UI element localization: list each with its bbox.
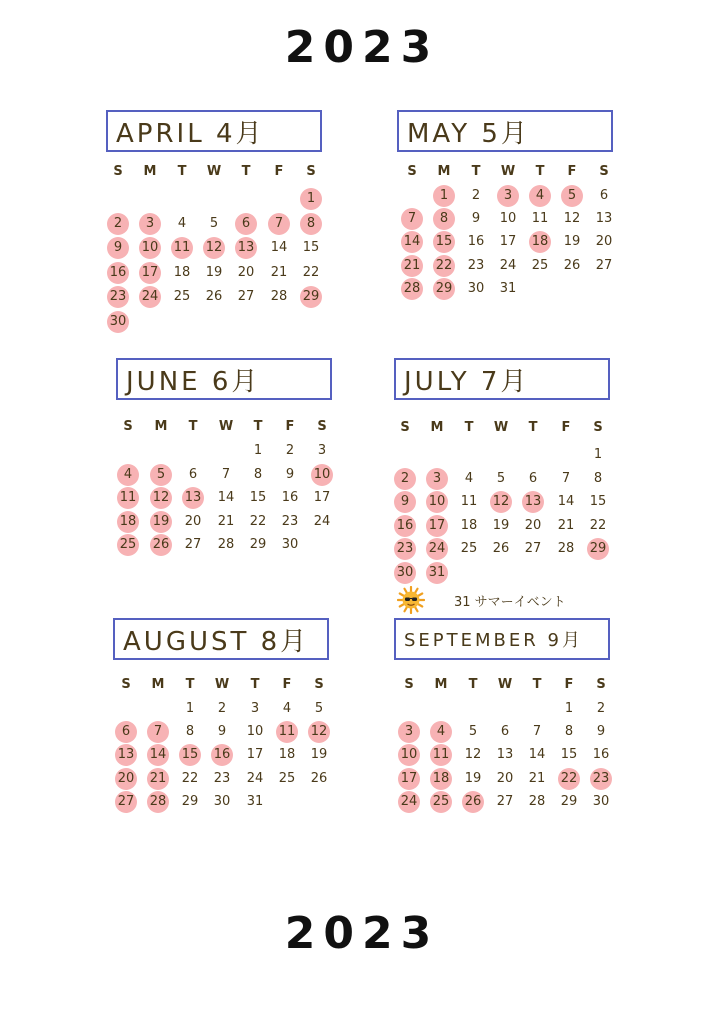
day-cell-highlighted: 23 [590, 768, 612, 790]
year-heading-top: 2023 [284, 22, 440, 73]
day-cell-highlighted: 4 [117, 464, 139, 486]
month-title: AUGUST 8月 [113, 618, 329, 660]
day-cell-highlighted: 5 [150, 464, 172, 486]
day-cell-highlighted: 18 [430, 768, 452, 790]
day-cell: 21 [217, 513, 235, 529]
day-cell-highlighted: 18 [529, 231, 551, 253]
day-cell: 31 [499, 280, 517, 296]
day-cell-highlighted: 8 [433, 208, 455, 230]
day-cell: 20 [496, 770, 514, 786]
day-cell-highlighted: 30 [107, 311, 129, 333]
year-heading-bottom: 2023 [284, 908, 440, 959]
weekday-header-sat: S [599, 164, 609, 179]
weekday-header-wed: W [214, 677, 230, 692]
day-cell-highlighted: 23 [394, 538, 416, 560]
day-cell: 22 [249, 513, 267, 529]
day-cell: 8 [253, 466, 263, 482]
day-cell-highlighted: 10 [426, 491, 448, 513]
day-cell: 5 [209, 215, 219, 231]
day-cell-highlighted: 30 [394, 562, 416, 584]
weekday-header-thu: T [528, 420, 538, 435]
day-cell: 27 [237, 289, 255, 304]
day-cell-highlighted: 28 [147, 791, 169, 813]
day-cell: 7 [561, 470, 571, 486]
day-cell-highlighted: 15 [433, 231, 455, 253]
day-cell-highlighted: 4 [529, 185, 551, 207]
day-cell: 15 [249, 490, 267, 506]
day-cell: 19 [492, 517, 510, 533]
weekday-header-thu: T [241, 164, 251, 179]
day-cell-highlighted: 15 [179, 744, 201, 766]
day-cell: 30 [281, 537, 299, 553]
day-cell: 2 [596, 701, 606, 716]
day-cell: 25 [460, 541, 478, 557]
day-cell: 20 [524, 517, 542, 533]
day-cell: 22 [302, 264, 320, 280]
day-cell: 22 [181, 770, 199, 786]
weekday-header-wed: W [497, 677, 513, 692]
day-cell: 18 [173, 264, 191, 280]
day-cell: 23 [213, 770, 231, 786]
day-cell: 10 [499, 211, 517, 227]
day-cell: 9 [217, 724, 227, 740]
day-cell-highlighted: 16 [107, 262, 129, 284]
day-cell: 27 [524, 541, 542, 557]
weekday-header-mon: M [143, 164, 157, 179]
day-cell: 15 [589, 494, 607, 510]
day-cell: 4 [282, 701, 292, 716]
day-cell: 25 [278, 770, 296, 786]
day-cell-highlighted: 11 [430, 744, 452, 766]
day-cell-highlighted: 29 [433, 278, 455, 300]
weekday-header-fri: F [564, 677, 574, 692]
weekday-header-fri: F [274, 164, 284, 179]
day-cell: 26 [205, 289, 223, 304]
sun-with-sunglasses-icon [397, 586, 425, 614]
day-cell: 6 [188, 466, 198, 482]
day-cell: 2 [471, 188, 481, 203]
day-cell-highlighted: 24 [426, 538, 448, 560]
day-cell-highlighted: 9 [394, 491, 416, 513]
month-title: MAY 5月 [397, 110, 613, 152]
day-cell: 27 [184, 537, 202, 553]
weekday-header-sun: S [113, 164, 123, 179]
day-cell: 9 [471, 211, 481, 227]
day-cell: 18 [278, 747, 296, 763]
day-cell-highlighted: 24 [139, 286, 161, 308]
day-cell: 6 [599, 188, 609, 203]
day-cell: 28 [557, 541, 575, 557]
day-cell: 11 [531, 211, 549, 227]
day-cell: 12 [563, 211, 581, 227]
weekday-header-thu: T [250, 677, 260, 692]
day-cell: 20 [184, 513, 202, 529]
day-cell: 24 [246, 770, 264, 786]
day-cell: 14 [557, 494, 575, 510]
day-cell-highlighted: 4 [430, 721, 452, 743]
day-cell: 21 [270, 264, 288, 280]
day-cell: 16 [467, 234, 485, 250]
month-title: SEPTEMBER 9月 [394, 618, 610, 660]
day-cell: 20 [237, 264, 255, 280]
day-cell: 13 [595, 211, 613, 227]
day-cell-highlighted: 16 [394, 515, 416, 537]
weekday-header-mon: M [437, 164, 451, 179]
day-cell-highlighted: 21 [147, 768, 169, 790]
day-cell: 7 [221, 466, 231, 482]
day-cell: 1 [185, 701, 195, 716]
weekday-header-sat: S [593, 420, 603, 435]
day-cell: 24 [499, 257, 517, 273]
weekday-header-tue: T [464, 420, 474, 435]
day-cell: 5 [496, 470, 506, 486]
day-cell-highlighted: 10 [139, 237, 161, 259]
day-cell-highlighted: 2 [107, 213, 129, 235]
day-cell: 29 [560, 793, 578, 809]
day-cell: 2 [217, 701, 227, 716]
day-cell: 25 [531, 257, 549, 273]
weekday-header-mon: M [434, 677, 448, 692]
day-cell: 26 [563, 257, 581, 273]
day-cell: 4 [464, 470, 474, 486]
day-cell: 16 [592, 747, 610, 763]
day-cell: 14 [528, 747, 546, 763]
weekday-header-thu: T [535, 164, 545, 179]
day-cell: 6 [500, 724, 510, 740]
day-cell-highlighted: 10 [311, 464, 333, 486]
day-cell: 28 [528, 793, 546, 809]
day-cell-highlighted: 2 [394, 468, 416, 490]
day-cell: 6 [528, 470, 538, 486]
day-cell-highlighted: 3 [426, 468, 448, 490]
day-cell: 8 [564, 724, 574, 740]
day-cell: 23 [467, 257, 485, 273]
day-cell: 19 [563, 234, 581, 250]
day-cell-highlighted: 29 [300, 286, 322, 308]
weekday-header-sun: S [121, 677, 131, 692]
day-cell: 5 [314, 701, 324, 716]
weekday-header-fri: F [285, 419, 295, 434]
month-title: APRIL 4月 [106, 110, 322, 152]
weekday-header-tue: T [188, 419, 198, 434]
day-cell-highlighted: 7 [147, 721, 169, 743]
weekday-header-fri: F [561, 420, 571, 435]
weekday-header-tue: T [185, 677, 195, 692]
day-cell-highlighted: 13 [522, 491, 544, 513]
day-cell-highlighted: 5 [561, 185, 583, 207]
day-cell-highlighted: 25 [430, 791, 452, 813]
day-cell: 30 [213, 793, 231, 809]
day-cell: 29 [181, 793, 199, 809]
weekday-header-tue: T [471, 164, 481, 179]
day-cell-highlighted: 17 [139, 262, 161, 284]
weekday-header-fri: F [567, 164, 577, 179]
day-cell: 1 [593, 447, 603, 462]
day-cell: 9 [285, 466, 295, 482]
day-cell-highlighted: 23 [107, 286, 129, 308]
day-cell: 22 [589, 517, 607, 533]
day-cell: 14 [270, 240, 288, 255]
day-cell-highlighted: 12 [203, 237, 225, 259]
day-cell-highlighted: 7 [268, 213, 290, 235]
day-cell-highlighted: 11 [276, 721, 298, 743]
day-cell: 26 [310, 770, 328, 786]
day-cell: 15 [560, 747, 578, 763]
day-cell-highlighted: 12 [490, 491, 512, 513]
day-cell-highlighted: 16 [211, 744, 233, 766]
day-cell-highlighted: 21 [401, 255, 423, 277]
day-cell-highlighted: 31 [426, 562, 448, 584]
day-cell: 17 [499, 234, 517, 250]
day-cell: 30 [592, 793, 610, 809]
day-cell-highlighted: 1 [433, 185, 455, 207]
weekday-header-mon: M [151, 677, 165, 692]
day-cell: 31 [246, 793, 264, 809]
day-cell-highlighted: 25 [117, 534, 139, 556]
weekday-header-thu: T [532, 677, 542, 692]
day-cell-highlighted: 27 [115, 791, 137, 813]
day-cell: 17 [246, 747, 264, 763]
day-cell: 14 [217, 490, 235, 506]
weekday-header-fri: F [282, 677, 292, 692]
day-cell: 11 [460, 494, 478, 510]
day-cell-highlighted: 22 [558, 768, 580, 790]
day-cell: 23 [281, 513, 299, 529]
day-cell-highlighted: 12 [308, 721, 330, 743]
day-cell-highlighted: 20 [115, 768, 137, 790]
month-title: JULY 7月 [394, 358, 610, 400]
weekday-header-wed: W [218, 419, 234, 434]
weekday-header-sat: S [317, 419, 327, 434]
day-cell-highlighted: 9 [107, 237, 129, 259]
day-cell-highlighted: 26 [462, 791, 484, 813]
day-cell: 5 [468, 724, 478, 740]
event-note: 31 サマーイベント [454, 595, 566, 610]
day-cell: 26 [492, 541, 510, 557]
day-cell: 16 [281, 490, 299, 506]
day-cell: 27 [595, 257, 613, 273]
day-cell-highlighted: 3 [139, 213, 161, 235]
day-cell-highlighted: 1 [300, 188, 322, 210]
day-cell-highlighted: 18 [117, 511, 139, 533]
day-cell-highlighted: 12 [150, 487, 172, 509]
weekday-header-mon: M [430, 420, 444, 435]
day-cell-highlighted: 3 [398, 721, 420, 743]
weekday-header-wed: W [500, 164, 516, 179]
day-cell: 8 [593, 470, 603, 486]
day-cell-highlighted: 6 [115, 721, 137, 743]
day-cell: 1 [564, 701, 574, 716]
day-cell: 25 [173, 289, 191, 304]
weekday-header-wed: W [206, 164, 222, 179]
day-cell: 17 [313, 490, 331, 506]
day-cell: 19 [310, 747, 328, 763]
day-cell-highlighted: 22 [433, 255, 455, 277]
weekday-header-sat: S [596, 677, 606, 692]
day-cell: 28 [217, 537, 235, 553]
day-cell-highlighted: 17 [426, 515, 448, 537]
day-cell-highlighted: 19 [150, 511, 172, 533]
weekday-header-sat: S [314, 677, 324, 692]
day-cell-highlighted: 3 [497, 185, 519, 207]
day-cell: 3 [250, 701, 260, 716]
day-cell: 1 [253, 443, 263, 458]
day-cell-highlighted: 13 [115, 744, 137, 766]
weekday-header-thu: T [253, 419, 263, 434]
weekday-header-wed: W [493, 420, 509, 435]
day-cell-highlighted: 6 [235, 213, 257, 235]
weekday-header-sun: S [123, 419, 133, 434]
day-cell: 8 [185, 724, 195, 740]
day-cell: 21 [528, 770, 546, 786]
month-title: JUNE 6月 [116, 358, 332, 400]
day-cell: 4 [177, 215, 187, 231]
day-cell: 28 [270, 289, 288, 304]
day-cell: 9 [596, 724, 606, 740]
day-cell: 19 [464, 770, 482, 786]
weekday-header-tue: T [468, 677, 478, 692]
day-cell-highlighted: 7 [401, 208, 423, 230]
day-cell-highlighted: 8 [300, 213, 322, 235]
day-cell: 21 [557, 517, 575, 533]
day-cell-highlighted: 14 [401, 231, 423, 253]
day-cell: 20 [595, 234, 613, 250]
weekday-header-sun: S [400, 420, 410, 435]
day-cell: 27 [496, 793, 514, 809]
weekday-header-sun: S [407, 164, 417, 179]
weekday-header-sat: S [306, 164, 316, 179]
day-cell-highlighted: 13 [182, 487, 204, 509]
day-cell: 3 [317, 443, 327, 458]
day-cell-highlighted: 11 [171, 237, 193, 259]
day-cell: 7 [532, 724, 542, 740]
day-cell-highlighted: 13 [235, 237, 257, 259]
day-cell: 15 [302, 240, 320, 255]
day-cell-highlighted: 29 [587, 538, 609, 560]
day-cell: 19 [205, 264, 223, 280]
day-cell: 24 [313, 513, 331, 529]
day-cell: 12 [464, 747, 482, 763]
day-cell-highlighted: 24 [398, 791, 420, 813]
day-cell-highlighted: 14 [147, 744, 169, 766]
day-cell-highlighted: 10 [398, 744, 420, 766]
day-cell: 13 [496, 747, 514, 763]
day-cell: 2 [285, 443, 295, 458]
day-cell: 30 [467, 280, 485, 296]
day-cell: 18 [460, 517, 478, 533]
weekday-header-sun: S [404, 677, 414, 692]
day-cell: 10 [246, 724, 264, 740]
weekday-header-mon: M [154, 419, 168, 434]
day-cell-highlighted: 11 [117, 487, 139, 509]
day-cell-highlighted: 17 [398, 768, 420, 790]
day-cell: 29 [249, 537, 267, 553]
day-cell-highlighted: 28 [401, 278, 423, 300]
weekday-header-tue: T [177, 164, 187, 179]
day-cell-highlighted: 26 [150, 534, 172, 556]
